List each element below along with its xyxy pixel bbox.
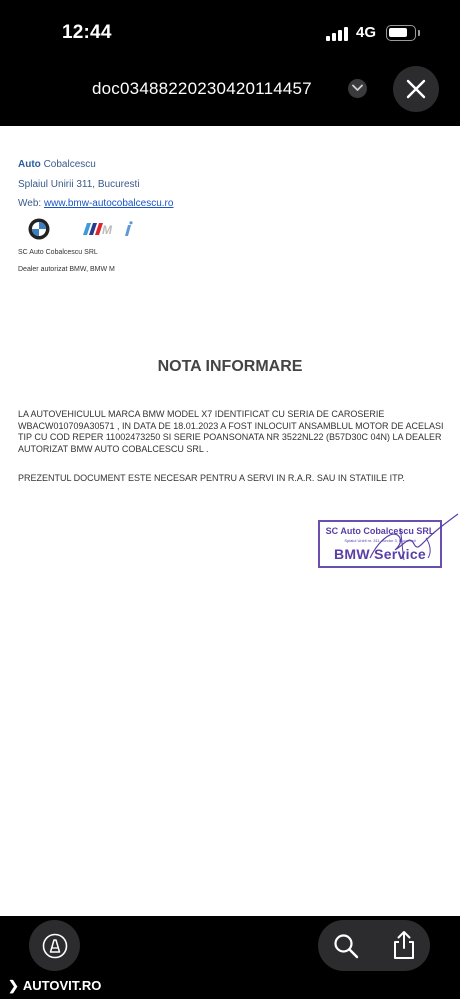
actions-pill	[318, 920, 430, 971]
sc-line: SC Auto Cobalcescu SRL	[18, 249, 98, 256]
company-web	[18, 198, 173, 209]
close-icon	[406, 79, 426, 99]
signal-icon	[326, 27, 350, 41]
svg-text:M: M	[102, 223, 112, 236]
stamp-line-3: BMW Service	[334, 546, 426, 562]
bmw-i-logo	[122, 221, 136, 237]
battery-icon	[386, 25, 416, 41]
company-brand: Auto	[18, 159, 41, 170]
chevron-right-icon: ❯	[8, 978, 19, 993]
title-bar	[0, 66, 460, 126]
stamp-line-2: Splaiul Unirii nr. 311, Sector 3, Bucuresti	[344, 538, 416, 543]
body-paragraph-2: PREZENTUL DOCUMENT ESTE NECESAR PENTRU A SERVI IN R.A.R. SAU IN STATIILE ITP.	[18, 473, 405, 483]
bmw-m-logo	[79, 222, 115, 236]
chevron-down-icon[interactable]	[348, 79, 367, 98]
bmw-logo	[28, 218, 50, 240]
company-name	[18, 159, 96, 170]
status-time: 12:44	[62, 22, 112, 43]
watermark-text: AUTOVIT.RO	[22, 978, 102, 993]
document-heading: NOTA INFORMARE	[157, 358, 303, 375]
close-button[interactable]	[393, 66, 439, 112]
signature	[340, 508, 460, 568]
web-link[interactable]: www.bmw-autocobalcescu.ro	[43, 198, 174, 209]
company-name-text: Cobalcescu	[43, 159, 96, 170]
search-icon[interactable]	[332, 932, 360, 960]
company-address: Splaiul Unirii 311, Bucuresti	[18, 179, 140, 190]
markup-pen-icon	[42, 933, 68, 959]
status-bar	[0, 0, 460, 66]
network-type: 4G	[356, 24, 377, 41]
document-title[interactable]: doc03488220230420114457	[92, 79, 312, 98]
document-page[interactable]	[0, 126, 460, 916]
share-icon[interactable]	[390, 930, 418, 960]
watermark	[8, 978, 101, 994]
bottom-toolbar	[0, 916, 460, 999]
body-paragraph-1: LA AUTOVEHICULUL MARCA BMW MODEL X7 IDENTIFICAT CU SERIA DE CAROSERIE WBACW010709A30571 , IN DATA DE 18.01.2023 A FOST INLOCUIT ANSAMBLUL MOTOR DE ACELASI TIP CU COD REPER 11002473250 SI SERIE POANSONATA NR 3522NL22 (B57D30C 04N) LA DEALER AUTORIZAT BMW AUTO COBALCESCU SRL .	[18, 409, 444, 454]
markup-button[interactable]	[29, 920, 80, 971]
web-label: Web:	[18, 198, 42, 209]
dealer-line: Dealer autorizat BMW, BMW M	[18, 266, 115, 273]
battery-cap	[418, 30, 420, 36]
stamp-line-1: SC Auto Cobalcescu SRL	[325, 526, 435, 536]
